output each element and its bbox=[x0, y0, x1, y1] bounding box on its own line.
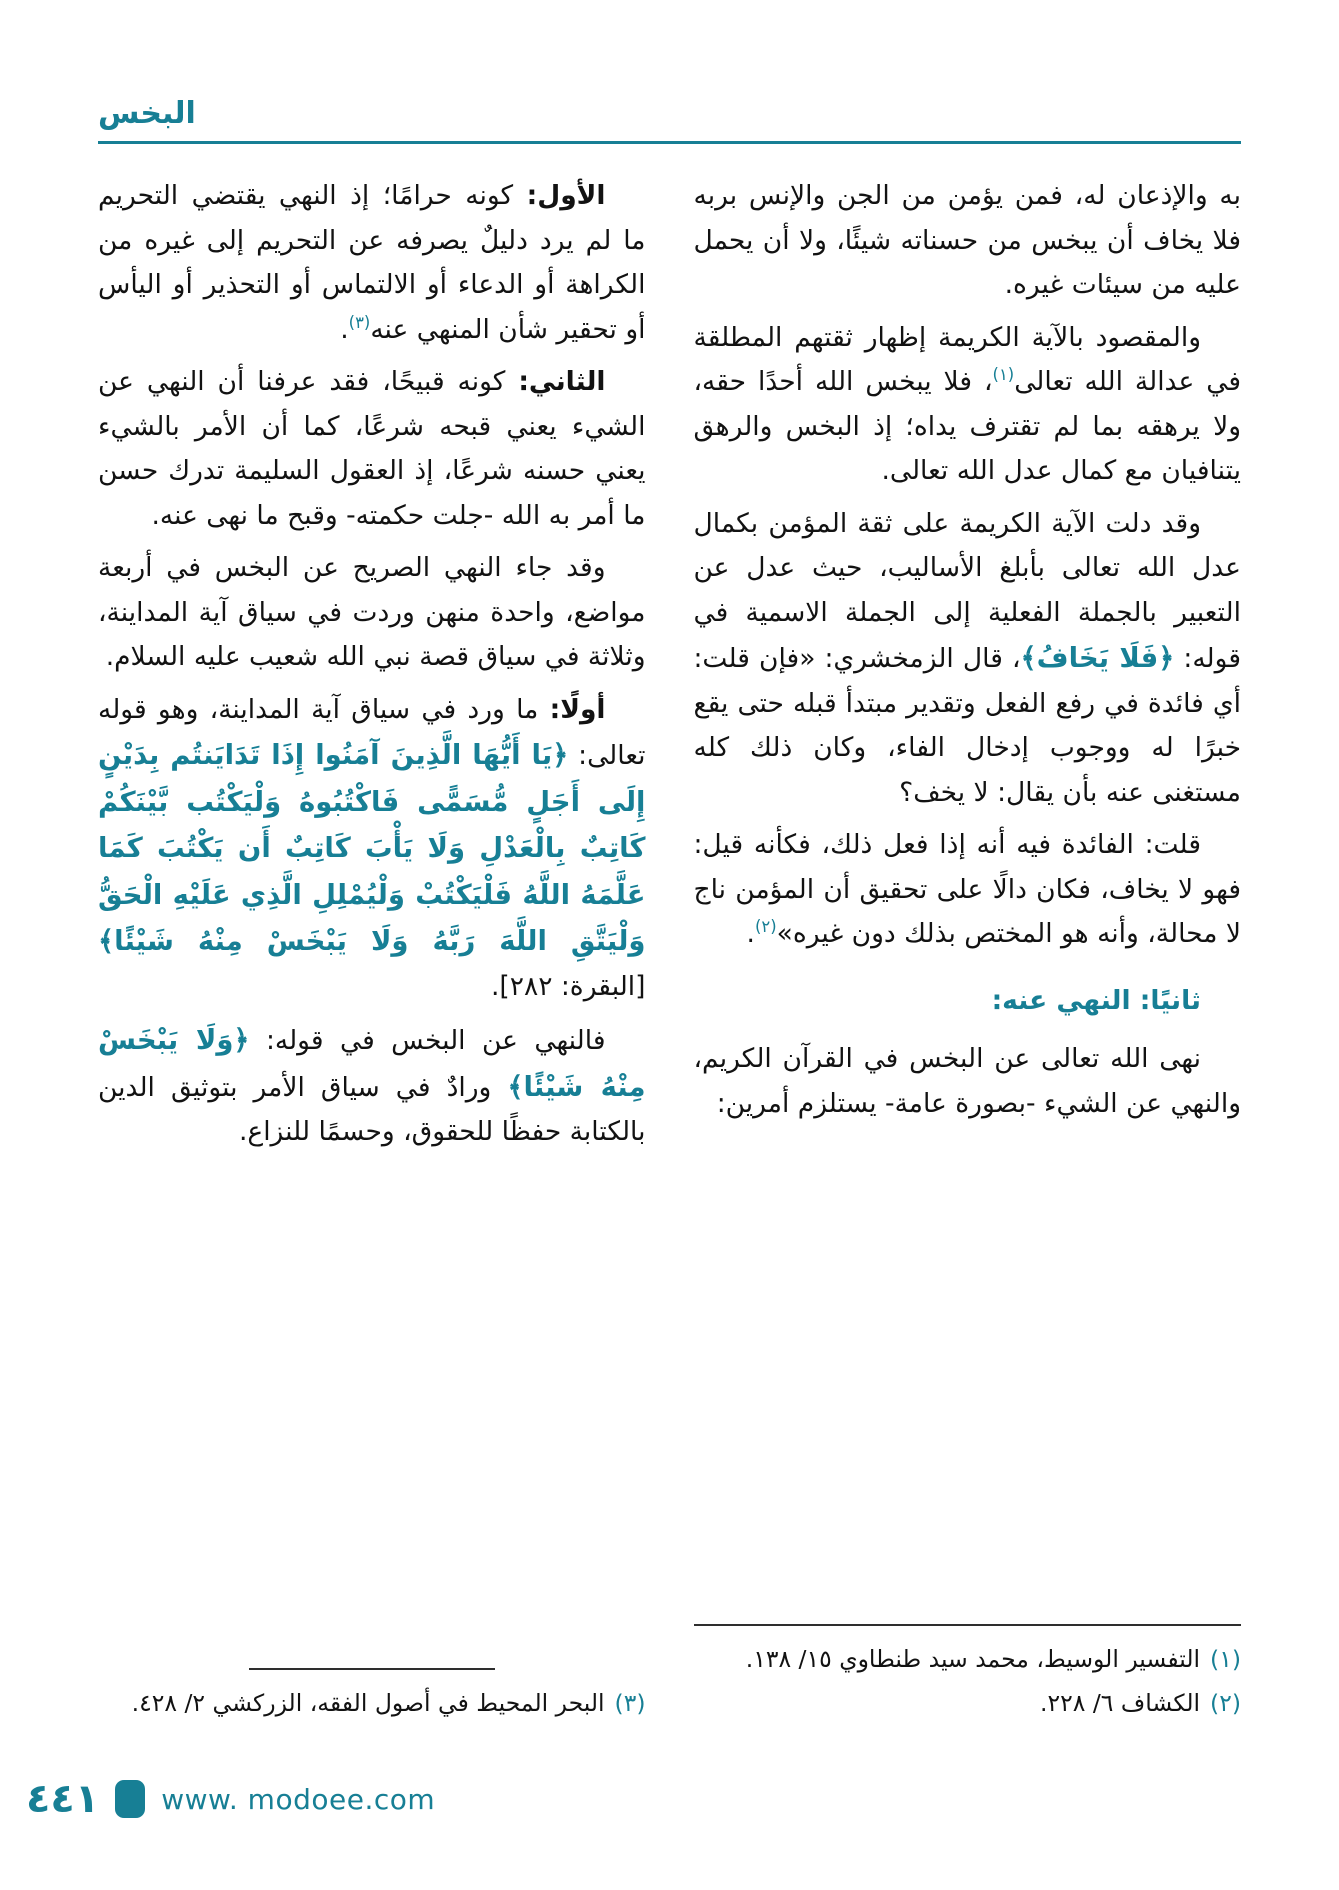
paragraph bbox=[694, 316, 1242, 494]
text-run: ثانيًا: النهي عنه: bbox=[991, 984, 1201, 1016]
text-run: قلت: الفائدة فيه أنه إذا فعل ذلك، فكأنه قيل: فهو لا يخاف، فكان دالًا على تحقيق أن المؤمن ناج لا محالة، وأنه هو المختص بذلك دون غيره» bbox=[693, 829, 1241, 950]
footnote bbox=[98, 1684, 646, 1724]
footnote-marker: (١) bbox=[1210, 1645, 1241, 1674]
page-header bbox=[98, 96, 1241, 144]
lead-in-text: أولًا: bbox=[549, 693, 606, 725]
text-run: كونه حرامًا؛ إذ النهي يقتضي التحريم ما لم يرد دليلٌ يصرفه عن التحريم إلى غيره من الكراهة أو الدعاء أو الالتماس أو التحذير أو اليأس أو تحقير شأن المنهي عنه bbox=[98, 180, 646, 345]
lead-in-text: الثاني: bbox=[518, 366, 606, 398]
column-left-footnotes bbox=[98, 1662, 646, 1728]
column-right-footnotes bbox=[694, 1618, 1242, 1728]
text-run: ما ورد في سياق آية المداينة، وهو قوله تعالى: bbox=[98, 693, 646, 772]
footnotes-list bbox=[98, 1684, 646, 1724]
footnote-text: التفسير الوسيط، محمد سيد طنطاوي ١٥/ ١٣٨. bbox=[745, 1645, 1201, 1674]
text-run: فالنهي عن البخس في قوله: bbox=[249, 1025, 606, 1057]
text-run: وقد جاء النهي الصريح عن البخس في أربعة مواضع، واحدة منهن وردت في سياق آية المداينة، وثلاثة في سياق قصة نبي الله شعيب عليه السلام. bbox=[98, 552, 646, 673]
text-run: . bbox=[340, 313, 349, 345]
text-run: ، فلا يبخس الله أحدًا حقه، ولا يرهقه بما لم تقترف يداه؛ إذ البخس والرهق يتنافيان مع كمال عدل الله تعالى. bbox=[693, 366, 1241, 487]
text-run: كونه قبيحًا، فقد عرفنا أن النهي عن الشيء يعني قبحه شرعًا، كما أن الأمر بالشيء يعني حسنه شرعًا، إذ العقول السليمة تدرك حسن ما أمر به الله -جلت حكمته- وقبح ما نهى عنه. bbox=[98, 366, 646, 531]
text-run: نهى الله تعالى عن البخس في القرآن الكريم، والنهي عن الشيء -بصورة عامة- يستلزم أمرين: bbox=[693, 1043, 1241, 1119]
text-run: [البقرة: ٢٨٢]. bbox=[490, 970, 646, 1002]
text-run: والمقصود بالآية الكريمة إظهار ثقتهم المطلقة في عدالة الله تعالى bbox=[693, 321, 1241, 398]
footnote-separator bbox=[249, 1668, 495, 1670]
lead-in-text: الأول: bbox=[526, 180, 606, 211]
footnote bbox=[694, 1640, 1242, 1680]
paragraph bbox=[98, 546, 646, 680]
quran-verse: ﴿وَلَا يَبْخَسْ مِنْهُ شَيْئًا﴾ bbox=[98, 1024, 646, 1103]
paragraph bbox=[694, 1037, 1242, 1126]
footnote-ref: (٢) bbox=[754, 917, 777, 937]
column-right-paragraphs bbox=[694, 174, 1242, 1134]
page-footer bbox=[26, 1776, 435, 1822]
paragraph bbox=[694, 502, 1242, 816]
footnote-marker: (٢) bbox=[1210, 1689, 1241, 1718]
column-left-paragraphs bbox=[98, 174, 646, 1163]
running-head: البخس bbox=[98, 96, 196, 131]
column-left bbox=[98, 174, 646, 1728]
paragraph bbox=[98, 1017, 646, 1155]
text-run: . bbox=[746, 918, 755, 950]
text-run: ، قال الزمخشري: «فإن قلت: أي فائدة في رفع الفعل وتقدير مبتدأ قبله حتى يقع خبرًا له ووجوب إدخال الفاء، وكان ذلك كله مستغنى عنه بأن يقال: لا يخف؟ bbox=[693, 643, 1241, 808]
paragraph bbox=[98, 360, 646, 538]
quran-verse: ﴿يَا أَيُّهَا الَّذِينَ آمَنُوا إِذَا تَدَايَنتُم بِدَيْنٍ إِلَى أَجَلٍ مُّسَمًّى فَاكْتُبُوهُ وَلْيَكْتُب بَّيْنَكُمْ كَاتِبٌ بِالْعَدْلِ وَلَا يَأْبَ كَاتِبٌ أَن يَكْتُبَ كَمَا عَلَّمَهُ اللَّهُ فَلْيَكْتُبْ وَلْيُمْلِلِ الَّذِي عَلَيْهِ الْحَقُّ وَلْيَتَّقِ اللَّهَ رَبَّهُ وَلَا يَبْخَسْ مِنْهُ شَيْئًا﴾ bbox=[98, 739, 646, 958]
footnotes-list bbox=[694, 1640, 1242, 1724]
footnote-text: البحر المحيط في أصول الفقه، الزركشي ٢/ ٤٢٨. bbox=[131, 1689, 605, 1718]
footnote-ref: (٣) bbox=[348, 312, 371, 332]
website-link[interactable]: www. modoee.com bbox=[161, 1782, 436, 1816]
text-run: به والإذعان له، فمن يؤمن من الجن والإنس بربه فلا يخاف أن يبخس من حسناته شيئًا، ولا أن يحمل عليه من سيئات غيره. bbox=[693, 180, 1241, 301]
paragraph bbox=[98, 174, 646, 352]
content-columns bbox=[0, 144, 1339, 1728]
text-run: ورادٌ في سياق الأمر بتوثيق الدين بالكتابة حفظًا للحقوق، وحسمًا للنزاع. bbox=[98, 1071, 646, 1148]
paragraph bbox=[694, 823, 1242, 957]
text-run: وقد دلت الآية الكريمة على ثقة المؤمن بكمال عدل الله تعالى بأبلغ الأساليب، حيث عدل عن التعبير بالجملة الفعلية إلى الجملة الاسمية في قوله: bbox=[693, 507, 1241, 675]
footnote-text: الكشاف ٦/ ٢٢٨. bbox=[1040, 1689, 1201, 1718]
quran-verse: ﴿فَلَا يَخَافُ﴾ bbox=[1020, 642, 1175, 675]
paragraph bbox=[694, 174, 1242, 308]
footnote-marker: (٣) bbox=[614, 1689, 646, 1718]
paragraph bbox=[98, 688, 646, 1010]
footer-accent-pill bbox=[115, 1780, 145, 1818]
section-heading bbox=[694, 979, 1242, 1024]
page-number: ٤٤١ bbox=[26, 1776, 100, 1822]
footnote-separator bbox=[694, 1624, 1242, 1626]
column-right bbox=[694, 174, 1242, 1728]
footnote bbox=[694, 1684, 1242, 1724]
footnote-ref: (١) bbox=[992, 365, 1015, 385]
